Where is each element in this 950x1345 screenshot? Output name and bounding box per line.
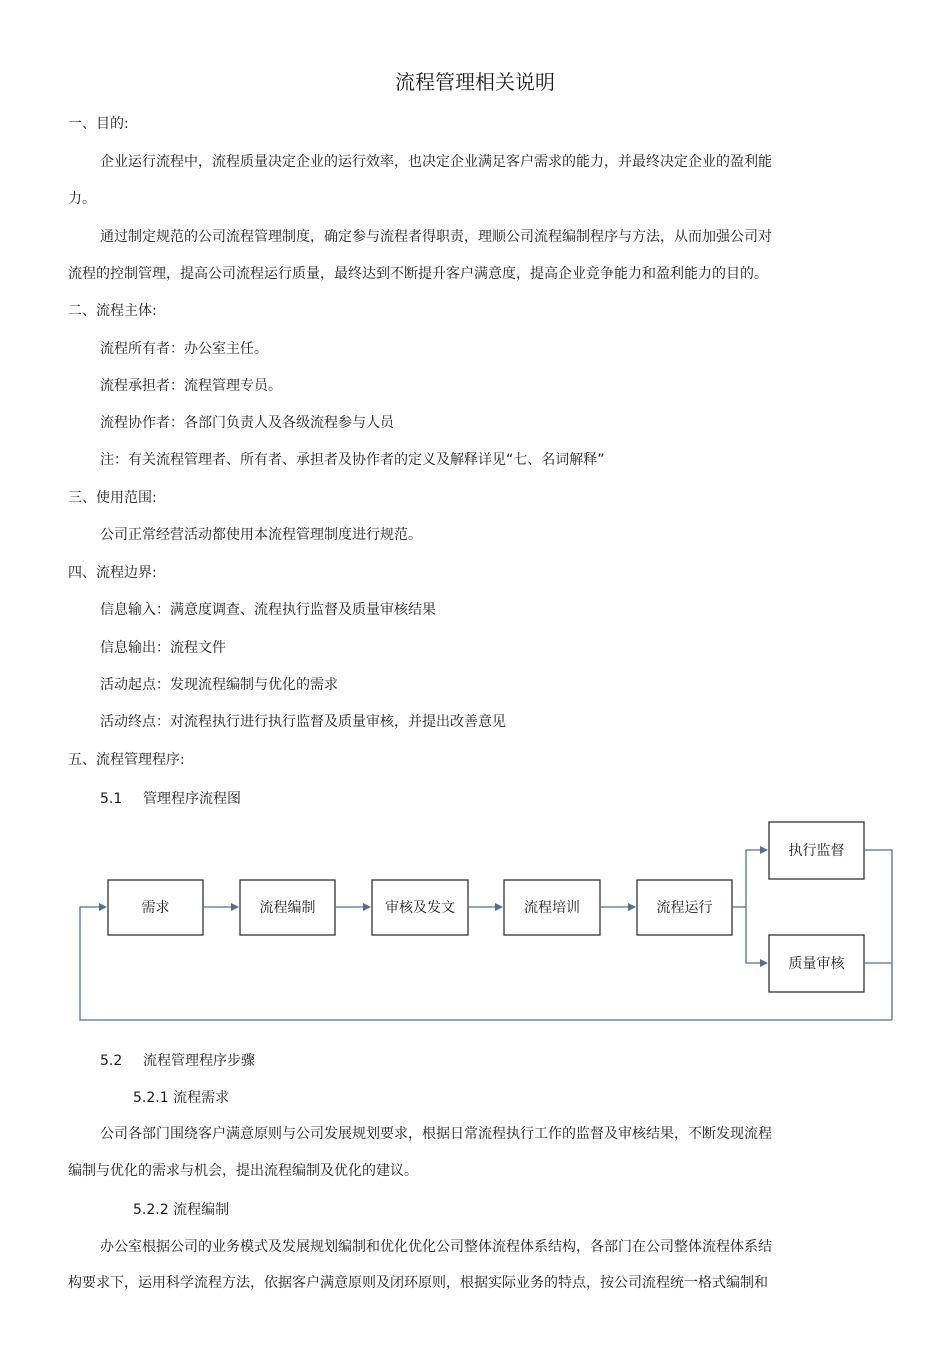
flow-box-compile — [240, 880, 335, 935]
subsection-5-2-2-line2: 构要求下，运用科学流程方法，依据客户满意原则及闭环原则，根据实际业务的特点，按公司流程统一格式编制和 — [68, 1275, 768, 1291]
section4-heading: 四、流程边界: — [68, 565, 157, 581]
arrow-operation-to-supervision — [746, 850, 767, 907]
activity-start-text: 活动起点：发现流程编制与优化的需求 — [100, 677, 338, 693]
process-flow-diagram — [0, 810, 950, 1030]
process-owner-text: 流程所有者：办公室主任。 — [100, 341, 268, 357]
flow-box-review — [372, 880, 468, 935]
subsection-5-2-1-line1: 公司各部门围绕客户满意原则与公司发展规划要求，根据日常流程执行工作的监督及审核结果，不断发现流程 — [100, 1126, 772, 1142]
flow-box-compile-label: 流程编制 — [259, 900, 316, 916]
flow-box-review-label: 审核及发文 — [385, 900, 455, 916]
flow-box-supervision-label: 执行监督 — [788, 843, 845, 859]
flow-box-operation — [637, 880, 732, 935]
section1-paragraph1-line1: 企业运行流程中，流程质量决定企业的运行效率，也决定企业满足客户需求的能力，并最终决定企业的盈利能 — [100, 154, 772, 170]
process-bearer-text: 流程承担者：流程管理专员。 — [100, 378, 282, 394]
section1-paragraph2-line1: 通过制定规范的公司流程管理制度，确定参与流程者得职责，理顺公司流程编制程序与方法，从而加强公司对 — [100, 229, 772, 245]
subsection-5-2-2-line1: 办公室根据公司的业务模式及发展规划编制和优化优化公司整体流程体系结构，各部门在公司整体流程体系结 — [100, 1239, 772, 1255]
subsection-5-2-title: 流程管理程序步骤 — [143, 1053, 255, 1069]
flow-box-demand-label: 需求 — [141, 900, 170, 916]
subsection-5-1-number: 5.1 — [100, 791, 123, 807]
section1-heading: 一、目的: — [68, 116, 129, 132]
flow-box-quality-audit — [769, 935, 864, 992]
feedback-line-supervision — [864, 850, 892, 1020]
subsection-5-2-number: 5.2 — [100, 1053, 123, 1069]
page-title: 流程管理相关说明 — [395, 70, 555, 94]
subsection-5-2-1-heading: 5.2.1 流程需求 — [133, 1090, 230, 1106]
flow-box-training-label: 流程培训 — [524, 900, 580, 916]
section3-heading: 三、使用范围: — [68, 490, 157, 506]
subsection-5-1-title: 管理程序流程图 — [143, 791, 241, 807]
info-output-text: 信息输出：流程文件 — [100, 640, 226, 656]
flow-box-supervision — [769, 822, 864, 879]
subsection-5-2-2-heading: 5.2.2 流程编制 — [133, 1202, 230, 1218]
flow-box-training — [504, 880, 600, 935]
activity-end-text: 活动终点：对流程执行进行执行监督及质量审核，并提出改善意见 — [100, 714, 506, 730]
info-input-text: 信息输入：满意度调查、流程执行监督及质量审核结果 — [100, 602, 436, 618]
section2-note: 注：有关流程管理者、所有者、承担者及协作者的定义及解释详见“七、名词解释” — [100, 452, 605, 468]
section1-paragraph1-line2: 力。 — [68, 191, 96, 207]
flow-box-quality-audit-label: 质量审核 — [788, 956, 845, 972]
subsection-5-2-1-line2: 编制与优化的需求与机会，提出流程编制及优化的建议。 — [68, 1163, 418, 1179]
process-collaborator-text: 流程协作者：各部门负责人及各级流程参与人员 — [100, 415, 394, 431]
section5-heading: 五、流程管理程序: — [68, 752, 185, 768]
flow-box-demand — [108, 880, 203, 935]
arrow-operation-to-quality-audit — [746, 907, 767, 963]
section2-heading: 二、流程主体: — [68, 303, 157, 319]
section1-paragraph2-line2: 流程的控制管理，提高公司流程运行质量，最终达到不断提升客户满意度，提高企业竞争能力和盈利能力的目的。 — [68, 266, 768, 282]
section3-text: 公司正常经营活动都使用本流程管理制度进行规范。 — [100, 527, 422, 543]
flow-box-operation-label: 流程运行 — [656, 900, 713, 916]
